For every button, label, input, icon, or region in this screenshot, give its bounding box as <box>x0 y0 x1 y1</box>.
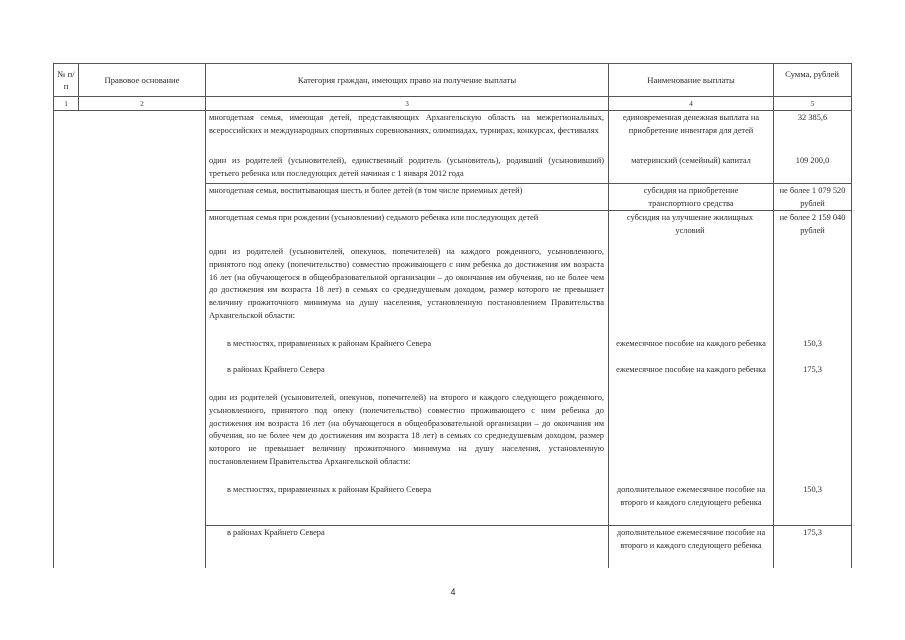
table-row-payment: ежемесячное пособие на каждого ребенка <box>616 365 766 374</box>
table-row-amount: 32 385,6 <box>797 113 828 122</box>
table-row-payment: материнский (семейный) капитал <box>631 156 751 165</box>
table-border-top <box>53 63 852 64</box>
table-border-left <box>53 63 54 568</box>
table-row-category: один из родителей (усыновителей, опекунов, попечителей) на второго и каждого следующего рожденного, усыновленного, принятого под опеку (попечительство) совместно проживающего с ним ребенка до достижения им возраста 16 лет (на обучающегося в общеобразовательной организации – до окончания им обучения, но не более чем до достижения им возраста 18 лет) в семьях со среднедушевым доходом, размер которого не превышает величину прожиточного минимума на душу населения, установленную постановлением Правительства Архангельской области: <box>209 393 604 466</box>
table-row-amount: не более 1 079 520 рублей <box>779 186 846 208</box>
header-payment-name: Наименование выплаты <box>647 75 735 85</box>
table-row-category: в местностях, приравненных к районам Крайнего Севера <box>227 485 432 494</box>
table-row-category: многодетная семья, воспитывающая шесть и более детей (в том числе приемных детей) <box>209 186 523 195</box>
table-row-amount: 150,3 <box>803 485 822 494</box>
table-row-amount: 150,3 <box>803 339 822 348</box>
table-row-category: в районах Крайнего Севера <box>227 365 325 374</box>
table-row-payment: дополнительное ежемесячное пособие на второго и каждого следующего ребенка <box>616 528 766 550</box>
row-divider <box>205 183 852 184</box>
header-category: Категория граждан, имеющих право на получение выплаты <box>297 75 517 85</box>
table-row-category: многодетная семья при рождении (усыновлении) седьмого ребенка или последующих детей <box>209 213 539 222</box>
column-number: 4 <box>689 100 693 108</box>
column-number: 5 <box>810 100 815 108</box>
table-row-payment: субсидия на улучшение жилищных условий <box>626 213 754 235</box>
table-row-category: один из родителей (усыновителей), единственный родитель (усыновитель), родивший (усыновивший) третьего ребенка или последующих детей начиная с 1 января 2012 года <box>209 156 604 178</box>
table-border-right <box>851 63 852 568</box>
column-number: 3 <box>405 100 409 108</box>
column-divider-4 <box>773 63 774 568</box>
column-number: 2 <box>140 100 144 108</box>
column-divider-2 <box>205 63 206 568</box>
header-amount: Сумма, рублей <box>785 69 839 79</box>
header-legal-basis: Правовое основание <box>104 75 180 85</box>
table-row-category: в районах Крайнего Севера <box>227 528 325 537</box>
table-row-amount: 175,3 <box>803 528 822 537</box>
page-number: 4 <box>450 587 456 597</box>
column-divider-1 <box>78 63 79 110</box>
table-row-amount: 109 200,0 <box>795 156 830 165</box>
header-bottom-line <box>53 96 852 97</box>
table-row-category: многодетная семья, имеющая детей, представляющих Архангельскую область на межрегиональных, всероссийских и международных спортивных соревнованиях, олимпиадах, турнирах, конкурсах, фестивалях <box>209 113 604 135</box>
table-row-payment: единовременная денежная выплата на приобретение инвентаря для детей <box>622 113 760 135</box>
header-num: № п/п <box>57 69 75 91</box>
table-row-payment: дополнительное ежемесячное пособие на второго и каждого следующего ребенка <box>616 485 766 507</box>
table-row-amount: 175,3 <box>803 365 822 374</box>
table-row-payment: ежемесячное пособие на каждого ребенка <box>616 339 766 348</box>
table-row-payment: субсидия на приобретение транспортного средства <box>643 186 739 208</box>
column-numbers-bottom-line <box>53 110 852 111</box>
table-row-amount: не более 2 159 040 рублей <box>779 213 846 235</box>
column-number: 1 <box>64 100 68 108</box>
column-divider-3 <box>608 63 609 568</box>
table-row-category: в местностях, приравненных к районам Крайнего Севера <box>227 339 432 348</box>
row-divider <box>205 525 852 526</box>
table-row-category: один из родителей (усыновителей, опекунов, попечителей) на каждого рожденного, усыновленного, принятого под опеку (попечительство) совместно проживающего с ним ребенка до достижения им возраста 16 лет (на обучающегося в общеобразовательной организации – до окончания им обучения, но не более чем до достижения им возраста 18 лет) в семьях со среднедушевым доходом, размер которого не превышает величину прожиточного минимума на душу населения, установленную постановлением Правительства Архангельской области: <box>209 247 604 320</box>
